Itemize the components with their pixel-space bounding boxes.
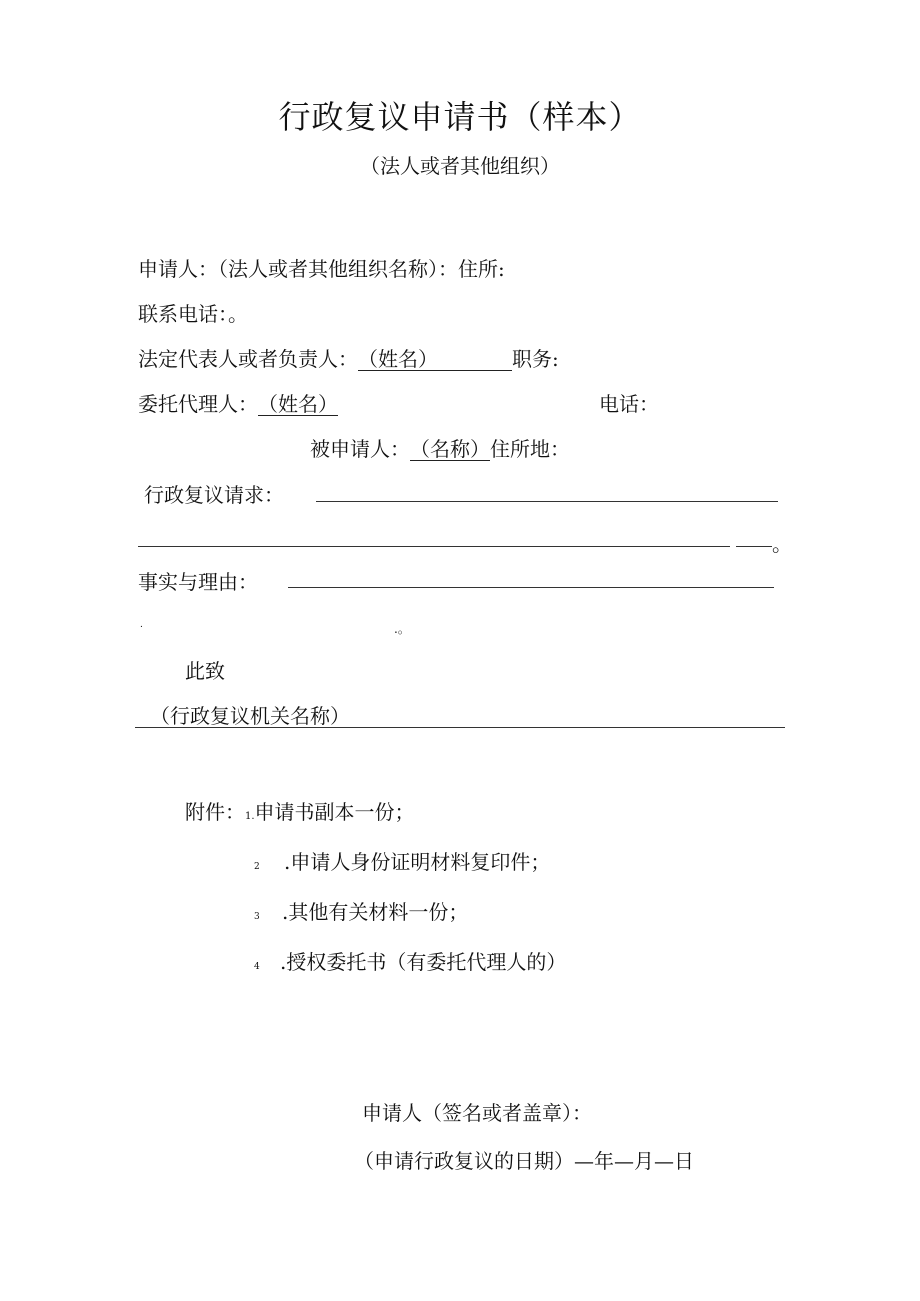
attachment-num: 2 bbox=[254, 862, 260, 872]
facts-label: 事实与理由： bbox=[138, 570, 258, 594]
attachment-num: 1. bbox=[245, 811, 255, 822]
phone-label: 联系电话： bbox=[138, 302, 228, 326]
salutation: 此致 bbox=[185, 659, 225, 683]
respondent-name-placeholder: （名称） bbox=[410, 437, 490, 461]
respondent-name-field bbox=[410, 438, 490, 461]
agent-phone-label: 电话： bbox=[599, 392, 659, 416]
legal-rep-label: 法定代表人或者负责人： bbox=[138, 347, 358, 371]
applicant-line bbox=[138, 253, 505, 282]
attachments-label: 附件： bbox=[185, 800, 245, 824]
document-title: 行政复议申请书（样本） bbox=[278, 98, 642, 136]
request-blank-line-2 bbox=[138, 546, 730, 547]
date-label: （申请行政复议的日期）—年—月—日 bbox=[354, 1149, 694, 1173]
agent-name-placeholder: （姓名） bbox=[258, 392, 338, 416]
phone-suffix: 。 bbox=[228, 302, 248, 326]
attachment-item bbox=[254, 896, 468, 925]
legal-rep-line bbox=[138, 343, 559, 372]
attachment-text: .申请人身份证明材料复印件； bbox=[284, 850, 551, 874]
request-label: 行政复议请求： bbox=[144, 483, 284, 507]
facts-start-mark: . bbox=[140, 620, 143, 630]
facts-end-mark: .。 bbox=[394, 622, 410, 636]
document-subtitle: （法人或者其他组织） bbox=[360, 154, 560, 178]
agent-label: 委托代理人： bbox=[138, 392, 258, 416]
phone-line bbox=[138, 298, 248, 327]
signature-label: 申请人（签名或者盖章）： bbox=[362, 1101, 592, 1125]
attachment-num: 4 bbox=[254, 962, 260, 972]
respondent-line bbox=[310, 433, 570, 462]
attachments-line-1 bbox=[185, 796, 415, 825]
request-blank-line-1 bbox=[316, 501, 778, 502]
facts-blank-line bbox=[288, 587, 774, 588]
authority-underline bbox=[135, 727, 785, 728]
attachment-text: 申请书副本一份； bbox=[254, 800, 415, 824]
legal-rep-name-field bbox=[358, 348, 512, 371]
request-blank-line-3 bbox=[736, 546, 772, 547]
attachment-text: .授权委托书（有委托代理人的） bbox=[280, 950, 567, 974]
attachment-num: 3 bbox=[254, 912, 260, 922]
attachment-item bbox=[254, 946, 566, 975]
authority-name: （行政复议机关名称） bbox=[150, 704, 350, 728]
legal-rep-position-label: 职务: bbox=[512, 347, 559, 371]
agent-name-field bbox=[258, 393, 338, 416]
applicant-label: 申请人： bbox=[138, 257, 218, 281]
applicant-address-label: ：住所: bbox=[438, 257, 505, 281]
respondent-address-label: 住所地： bbox=[490, 437, 570, 461]
applicant-name-placeholder: （法人或者其他组织名称） bbox=[218, 257, 438, 281]
agent-line bbox=[138, 388, 338, 417]
respondent-label: 被申请人： bbox=[310, 437, 410, 461]
attachment-item bbox=[254, 846, 550, 875]
legal-rep-name-placeholder: （姓名） bbox=[358, 347, 438, 371]
attachment-text: .其他有关材料一份； bbox=[282, 900, 469, 924]
request-end-mark: 。 bbox=[772, 532, 792, 556]
